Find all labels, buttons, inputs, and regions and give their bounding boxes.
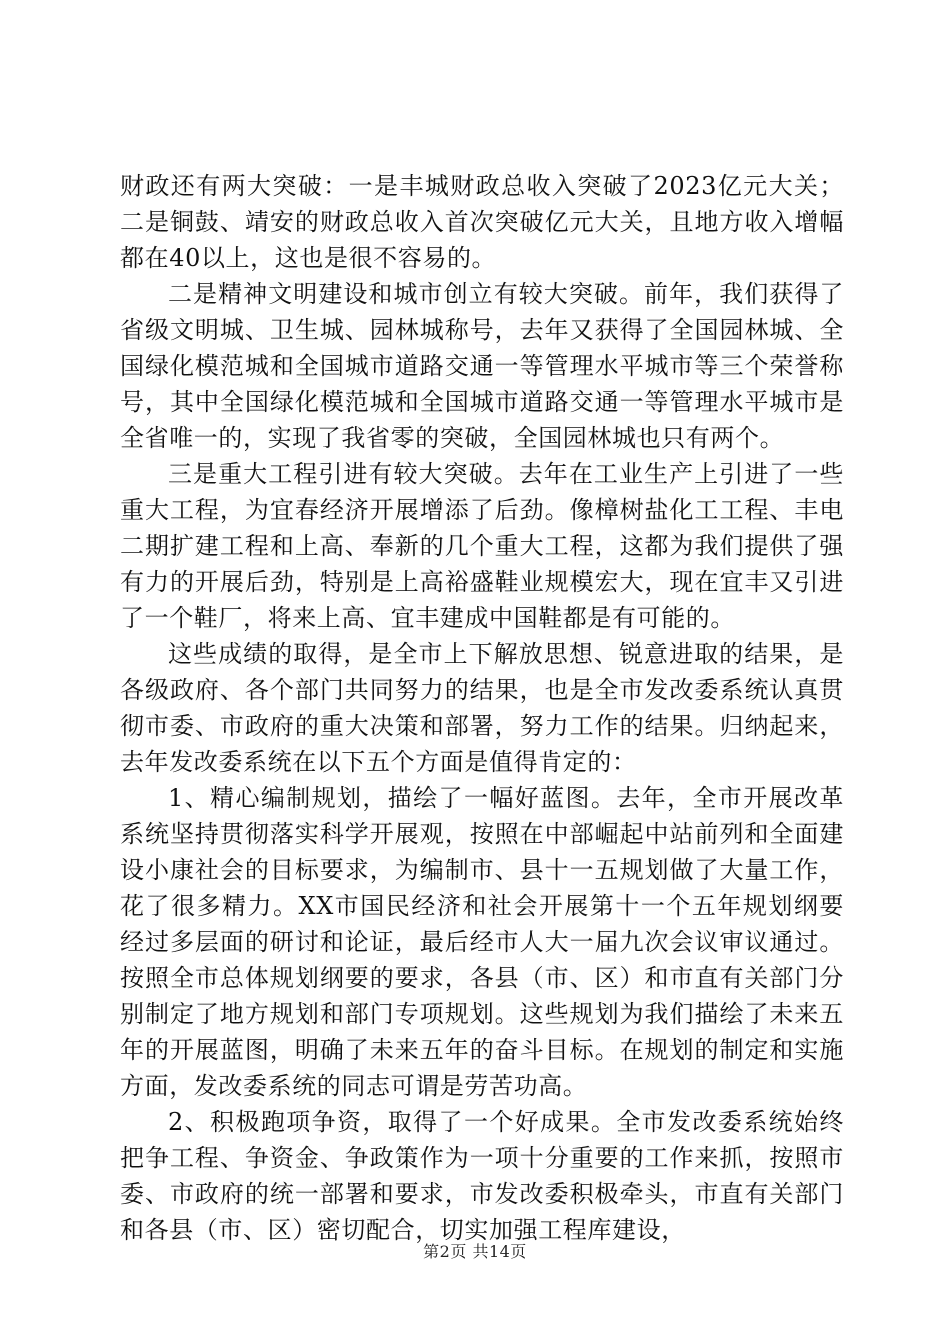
- page-number-footer: 第2页 共14页: [423, 1242, 527, 1261]
- paragraph-1: 财政还有两大突破：一是丰城财政总收入突破了2023亿元大关；二是铜鼓、靖安的财政总收入首次突破亿元大关，且地方收入增幅都在40以上，这也是很不容易的。: [120, 172, 844, 272]
- paragraph-4: 这些成绩的取得，是全市上下解放思想、锐意进取的结果，是各级政府、各个部门共同努力的结果，也是全市发改委系统认真贯彻市委、市政府的重大决策和部署，努力工作的结果。归纳起来，去年发改委系统在以下五个方面是值得肯定的：: [120, 640, 844, 776]
- paragraph-3: 三是重大工程引进有较大突破。去年在工业生产上引进了一些重大工程，为宜春经济开展增添了后劲。像樟树盐化工工程、丰电二期扩建工程和上高、奉新的几个重大工程，这都为我们提供了强有力的开展后劲，特别是上高裕盛鞋业规模宏大，现在宜丰又引进了一个鞋厂，将来上高、宜丰建成中国鞋都是有可能的。: [120, 460, 844, 632]
- document-body: [120, 168, 844, 1248]
- paragraph-5: 1、精心编制规划，描绘了一幅好蓝图。去年，全市开展改革系统坚持贯彻落实科学开展观，按照在中部崛起中站前列和全面建设小康社会的目标要求，为编制市、县十一五规划做了大量工作，花了很多精力。XX市国民经济和社会开展第十一个五年规划纲要经过多层面的研讨和论证，最后经市人大一届九次会议审议通过。按照全市总体规划纲要的要求，各县（市、区）和市直有关部门分别制定了地方规划和部门专项规划。这些规划为我们描绘了未来五年的开展蓝图，明确了未来五年的奋斗目标。在规划的制定和实施方面，发改委系统的同志可谓是劳苦功高。: [120, 784, 844, 1100]
- paragraph-6: 2、积极跑项争资，取得了一个好成果。全市发改委系统始终把争工程、争资金、争政策作为一项十分重要的工作来抓，按照市委、市政府的统一部署和要求，市发改委积极牵头，市直有关部门和各县（市、区）密切配合，切实加强工程库建设，: [120, 1108, 844, 1244]
- paragraph-2: 二是精神文明建设和城市创立有较大突破。前年，我们获得了省级文明城、卫生城、园林城称号，去年又获得了全国园林城、全国绿化模范城和全国城市道路交通一等管理水平城市等三个荣誉称号，其中全国绿化模范城和全国城市道路交通一等管理水平城市是全省唯一的，实现了我省零的突破，全国园林城也只有两个。: [120, 280, 844, 452]
